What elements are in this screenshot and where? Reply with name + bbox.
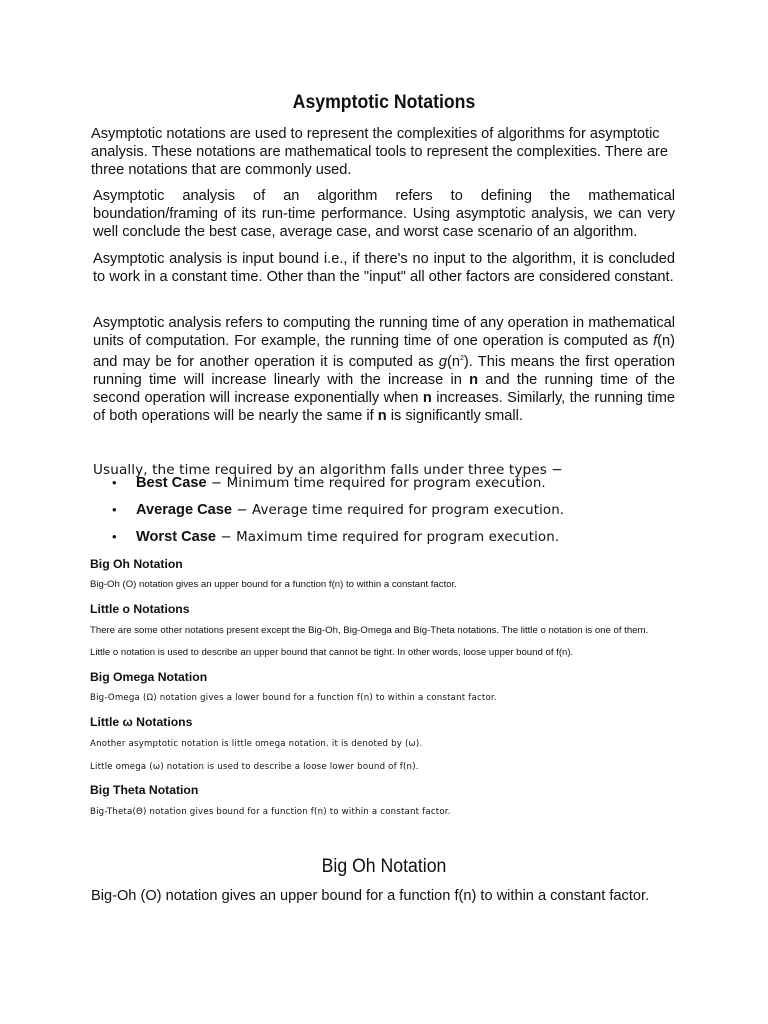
case-description: − Maximum time required for program execution. xyxy=(216,530,560,545)
big-theta-heading: Big Theta Notation xyxy=(90,783,199,797)
big-theta-text: Big-Theta(Θ) notation gives bound for a function f(n) to within a constant factor. xyxy=(90,807,451,817)
list-item xyxy=(112,501,564,528)
big-omega-text: Big-Omega (Ω) notation gives a lower bound for a function f(n) to within a constant factor. xyxy=(90,693,497,703)
case-list xyxy=(112,474,564,555)
section-heading-big-oh: Big Oh Notation xyxy=(321,856,447,877)
f-function: f xyxy=(653,333,658,349)
list-item xyxy=(112,528,564,555)
little-omega-text-1: Another asymptotic notation is little omega notation. it is denoted by (ω). xyxy=(90,739,423,749)
big-omega-heading: Big Omega Notation xyxy=(90,670,208,684)
page-title: Asymptotic Notations xyxy=(292,92,476,113)
case-term: Worst Case xyxy=(136,529,217,545)
exponent: 2 xyxy=(459,355,464,362)
input-bound-paragraph: Asymptotic analysis is input bound i.e., if there's no input to the algorithm, it is concluded to work in a constant time. Other than the "input" all other factors are considered constant. xyxy=(93,251,675,285)
bullet-icon: • xyxy=(112,502,117,517)
little-o-text-1: There are some other notations present except the Big-Oh, Big-Omega and Big-Theta notations. The little o notation is one of them. xyxy=(90,625,649,636)
three-types-intro: Usually, the time required by an algorithm falls under three types − xyxy=(93,461,563,478)
running-time-paragraph: Asymptotic analysis refers to computing the running time of any operation in mathematical units of computation. For example, the running time of one operation is computed as f(n) and may be for another operation it is computed as $g(n^2)$. This means the first operation running time will increase linearly with the increase in n and the running time of the second operation will increase exponentially when n increases. Similarly, the running time of both operations will be nearly the same if n is significantly small. xyxy=(93,315,675,424)
bullet-icon: • xyxy=(112,529,117,544)
case-term: Best Case xyxy=(136,475,207,491)
case-term: Average Case xyxy=(136,502,232,518)
section-big-oh-text: Big-Oh (O) notation gives an upper bound for a function f(n) to within a constant factor. xyxy=(91,888,650,904)
n-variable: n xyxy=(469,371,479,388)
little-o-text-2: Little o notation is used to describe an upper bound that cannot be tight. In other words, loose upper bound of f(n). xyxy=(90,647,574,658)
little-o-heading: Little o Notations xyxy=(90,602,190,616)
little-omega-heading: Little ω Notations xyxy=(90,715,193,729)
bullet-icon: • xyxy=(112,475,117,490)
big-oh-heading: Big Oh Notation xyxy=(90,557,183,571)
intro-paragraph: Asymptotic notations are used to represent the complexities of algorithms for asymptotic analysis. These notations are mathematical tools to represent the complexities. There are three notations that are commonly used. xyxy=(91,126,669,178)
analysis-definition-paragraph: Asymptotic analysis of an algorithm refers to defining the mathematical boundation/framing of its run-time performance. Using asymptotic analysis, we can very well conclude the best case, average case, and worst case scenario of an algorithm. xyxy=(93,188,675,240)
case-description: − Minimum time required for program execution. xyxy=(206,476,546,491)
list-item xyxy=(112,474,564,501)
case-description: − Average time required for program execution. xyxy=(232,503,565,518)
n-variable: n xyxy=(377,407,387,424)
g-function: g xyxy=(438,353,447,370)
n-variable: n xyxy=(422,389,432,406)
little-omega-text-2: Little omega (ω) notation is used to describe a loose lower bound of f(n). xyxy=(90,762,419,772)
big-oh-text: Big-Oh (O) notation gives an upper bound for a function f(n) to within a constant factor. xyxy=(90,579,457,590)
